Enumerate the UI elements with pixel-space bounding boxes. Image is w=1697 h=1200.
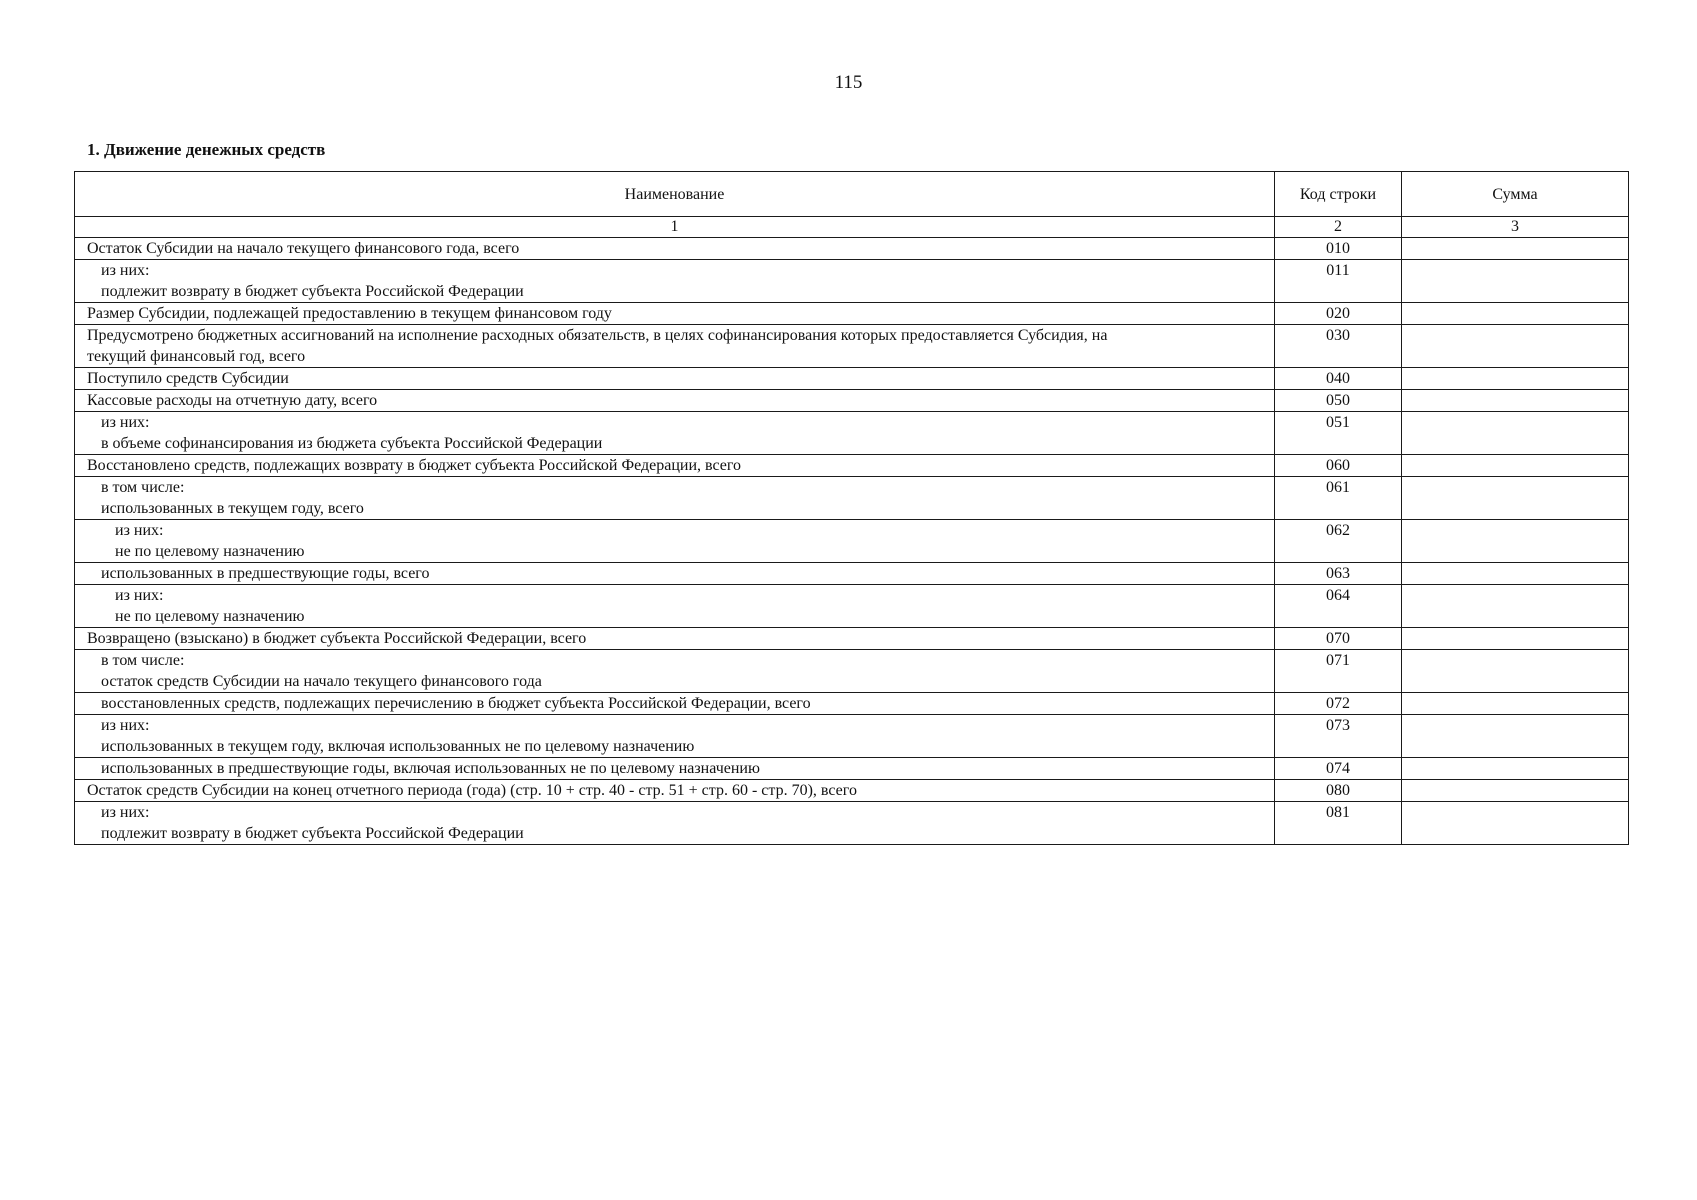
- row-name-line: не по целевому назначению: [115, 608, 305, 625]
- row-name-line: восстановленных средств, подлежащих перечислению в бюджет субъекта Российской Федерации, всего: [101, 695, 811, 712]
- row-sum-cell[interactable]: [1402, 563, 1629, 585]
- row-name-line: Остаток Субсидии на начало текущего финансового года, всего: [87, 240, 520, 257]
- table-row: [75, 758, 1629, 780]
- row-name-line: Кассовые расходы на отчетную дату, всего: [87, 392, 378, 409]
- row-sum-cell[interactable]: [1402, 585, 1629, 628]
- row-name-line: использованных в предшествующие годы, включая использованных не по целевому назначению: [101, 760, 760, 777]
- row-name-line: текущий финансовый год, всего: [87, 348, 306, 365]
- row-name-cell: [75, 650, 1275, 693]
- row-code-cell: 010: [1275, 238, 1402, 260]
- row-name-line: использованных в предшествующие годы, всего: [101, 565, 430, 582]
- row-name-cell: [75, 455, 1275, 477]
- row-code-cell: 074: [1275, 758, 1402, 780]
- table-row: [75, 390, 1629, 412]
- row-name-cell: [75, 390, 1275, 412]
- row-name-cell: [75, 412, 1275, 455]
- table-row: [75, 303, 1629, 325]
- row-name-line: из них:: [101, 717, 150, 734]
- table-row: [75, 715, 1629, 758]
- row-name-line: использованных в текущем году, включая использованных не по целевому назначению: [101, 738, 695, 755]
- row-name-line: из них:: [115, 522, 164, 539]
- table-row: [75, 585, 1629, 628]
- row-sum-cell[interactable]: [1402, 802, 1629, 845]
- row-name-cell: [75, 780, 1275, 802]
- row-sum-cell[interactable]: [1402, 520, 1629, 563]
- column-number-3: 3: [1402, 217, 1629, 238]
- row-sum-cell[interactable]: [1402, 368, 1629, 390]
- table-row: [75, 693, 1629, 715]
- row-name-cell: [75, 758, 1275, 780]
- row-name-line: в объеме софинансирования из бюджета субъекта Российской Федерации: [101, 435, 603, 452]
- row-name-cell: [75, 260, 1275, 303]
- row-name-cell: [75, 368, 1275, 390]
- row-code-cell: 073: [1275, 715, 1402, 758]
- table-row: [75, 260, 1629, 303]
- table-row: [75, 563, 1629, 585]
- row-name-cell: [75, 303, 1275, 325]
- row-name-cell: [75, 628, 1275, 650]
- table-row: [75, 412, 1629, 455]
- row-name-line: остаток средств Субсидии на начало текущего финансового года: [101, 673, 542, 690]
- row-code-cell: 081: [1275, 802, 1402, 845]
- row-sum-cell[interactable]: [1402, 715, 1629, 758]
- row-sum-cell[interactable]: [1402, 780, 1629, 802]
- table-row: [75, 238, 1629, 260]
- row-name-cell: [75, 802, 1275, 845]
- row-code-cell: 051: [1275, 412, 1402, 455]
- row-code-cell: 060: [1275, 455, 1402, 477]
- header-name: Наименование: [75, 172, 1275, 217]
- header-row: [75, 172, 1629, 217]
- row-code-cell: 071: [1275, 650, 1402, 693]
- row-name-line: в том числе:: [101, 479, 185, 496]
- row-name-line: в том числе:: [101, 652, 185, 669]
- row-code-cell: 050: [1275, 390, 1402, 412]
- table-row: [75, 368, 1629, 390]
- row-name-cell: [75, 585, 1275, 628]
- row-name-cell: [75, 715, 1275, 758]
- row-code-cell: 030: [1275, 325, 1402, 368]
- row-sum-cell[interactable]: [1402, 260, 1629, 303]
- header-code: Код строки: [1275, 172, 1402, 217]
- column-number-2: 2: [1275, 217, 1402, 238]
- row-sum-cell[interactable]: [1402, 303, 1629, 325]
- column-number-1: 1: [75, 217, 1275, 238]
- table-row: [75, 325, 1629, 368]
- row-sum-cell[interactable]: [1402, 238, 1629, 260]
- table-row: [75, 520, 1629, 563]
- row-code-cell: 064: [1275, 585, 1402, 628]
- row-sum-cell[interactable]: [1402, 693, 1629, 715]
- row-name-line: подлежит возврату в бюджет субъекта Российской Федерации: [101, 283, 524, 300]
- row-code-cell: 061: [1275, 477, 1402, 520]
- row-code-cell: 011: [1275, 260, 1402, 303]
- table-row: [75, 455, 1629, 477]
- cash-flow-table: [74, 171, 1629, 845]
- row-name-cell: [75, 520, 1275, 563]
- table-row: [75, 477, 1629, 520]
- row-name-line: не по целевому назначению: [115, 543, 305, 560]
- row-code-cell: 070: [1275, 628, 1402, 650]
- row-name-cell: [75, 238, 1275, 260]
- page-number: 115: [834, 72, 863, 93]
- row-sum-cell[interactable]: [1402, 477, 1629, 520]
- row-name-line: из них:: [101, 414, 150, 431]
- row-code-cell: 040: [1275, 368, 1402, 390]
- row-name-cell: [75, 693, 1275, 715]
- row-sum-cell[interactable]: [1402, 390, 1629, 412]
- row-code-cell: 062: [1275, 520, 1402, 563]
- row-name-cell: [75, 563, 1275, 585]
- row-sum-cell[interactable]: [1402, 650, 1629, 693]
- table-row: [75, 780, 1629, 802]
- table-body: [75, 238, 1629, 845]
- row-code-cell: 072: [1275, 693, 1402, 715]
- row-name-line: Восстановлено средств, подлежащих возврату в бюджет субъекта Российской Федерации, всего: [87, 457, 742, 474]
- column-number-row: [75, 217, 1629, 238]
- row-code-cell: 080: [1275, 780, 1402, 802]
- section-title: 1. Движение денежных средств: [87, 140, 326, 159]
- row-code-cell: 063: [1275, 563, 1402, 585]
- row-name-line: Размер Субсидии, подлежащей предоставлению в текущем финансовом году: [87, 305, 612, 322]
- row-name-line: из них:: [101, 804, 150, 821]
- row-name-line: Остаток средств Субсидии на конец отчетного периода (года) (стр. 10 + стр. 40 - стр. 51 + стр. 60 - стр. 70), всего: [87, 782, 857, 799]
- row-sum-cell[interactable]: [1402, 325, 1629, 368]
- header-sum: Сумма: [1402, 172, 1629, 217]
- row-name-line: использованных в текущем году, всего: [101, 500, 364, 517]
- row-sum-cell[interactable]: [1402, 758, 1629, 780]
- table-row: [75, 650, 1629, 693]
- table-row: [75, 802, 1629, 845]
- row-sum-cell[interactable]: [1402, 412, 1629, 455]
- row-name-line: из них:: [101, 262, 150, 279]
- row-name-cell: [75, 477, 1275, 520]
- table-row: [75, 628, 1629, 650]
- row-code-cell: 020: [1275, 303, 1402, 325]
- row-name-line: Предусмотрено бюджетных ассигнований на исполнение расходных обязательств, в целях софинансирования которых предоставляется Субсидия, на: [87, 327, 1108, 344]
- row-name-cell: [75, 325, 1275, 368]
- row-name-line: Поступило средств Субсидии: [87, 370, 289, 387]
- row-sum-cell[interactable]: [1402, 455, 1629, 477]
- row-name-line: из них:: [115, 587, 164, 604]
- row-name-line: Возвращено (взыскано) в бюджет субъекта Российской Федерации, всего: [87, 630, 587, 647]
- row-name-line: подлежит возврату в бюджет субъекта Российской Федерации: [101, 825, 524, 842]
- row-sum-cell[interactable]: [1402, 628, 1629, 650]
